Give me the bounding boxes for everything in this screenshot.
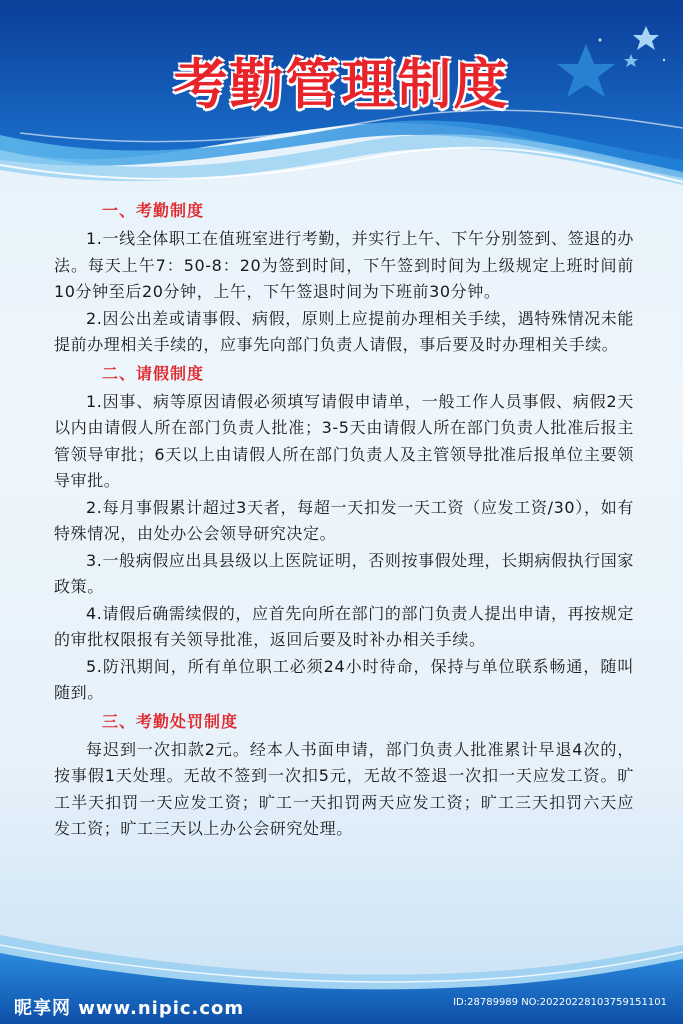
section-penalty [54, 707, 634, 843]
clause-paragraph: 5.防汛期间，所有单位职工必须24小时待命，保持与单位联系畅通，随叫随到。 [54, 656, 634, 702]
section-heading: 三、考勤处罚制度 [102, 711, 239, 731]
clause-paragraph: 3.一般病假应出具县级以上医院证明，否则按事假处理，长期病假执行国家政策。 [54, 550, 634, 596]
clause-paragraph: 2.每月事假累计超过3天者，每超一天扣发一天工资（应发工资/30），如有特殊情况，由处办公会领导研究决定。 [54, 497, 634, 543]
section-leave [54, 359, 634, 707]
clause-paragraph: 2.因公出差或请事假、病假，原则上应提前办理相关手续，遇特殊情况未能提前办理相关手续的，应事先向部门负责人请假，事后要及时办理相关手续。 [54, 308, 634, 354]
clause-paragraph: 每迟到一次扣款2元。经本人书面申请，部门负责人批准累计早退4次的，按事假1天处理。无故不签到一次扣5元，无故不签退一次扣一天应发工资。旷工半天扣罚一天应发工资；旷工一天扣罚两天应发工资；旷工三天扣罚六天应发工资；旷工三天以上办公会研究处理。 [54, 739, 634, 838]
section-attendance [54, 196, 634, 359]
clause-paragraph: 1.因事、病等原因请假必须填写请假申请单，一般工作人员事假、病假2天以内由请假人所在部门负责人批准；3-5天由请假人所在部门负责人批准后报主管领导审批；6天以上由请假人所在部门负责人及主管领导批准后报单位主要领导审批。 [54, 391, 634, 490]
clause-paragraph: 1.一线全体职工在值班室进行考勤，并实行上午、下午分别签到、签退的办法。每天上午7：50-8：20为签到时间，下午签到时间为上级规定上班时间前10分钟至后20分钟，上午，下午签退时间为下班前30分钟。 [54, 229, 634, 301]
section-heading: 一、考勤制度 [102, 201, 205, 220]
watermark-logo: 昵享网 www.nipic.com [14, 998, 245, 1019]
regulation-content [54, 196, 634, 843]
clause-paragraph: 4.请假后确需续假的，应首先向所在部门的部门负责人提出申请，再按规定的审批权限报有关领导批准，返回后要及时补办相关手续。 [54, 603, 634, 649]
section-heading: 二、请假制度 [102, 363, 205, 383]
poster-title: 考勤管理制度 [173, 53, 510, 116]
watermark-id: ID:28789989 NO:20220228103759151101 [453, 997, 667, 1008]
